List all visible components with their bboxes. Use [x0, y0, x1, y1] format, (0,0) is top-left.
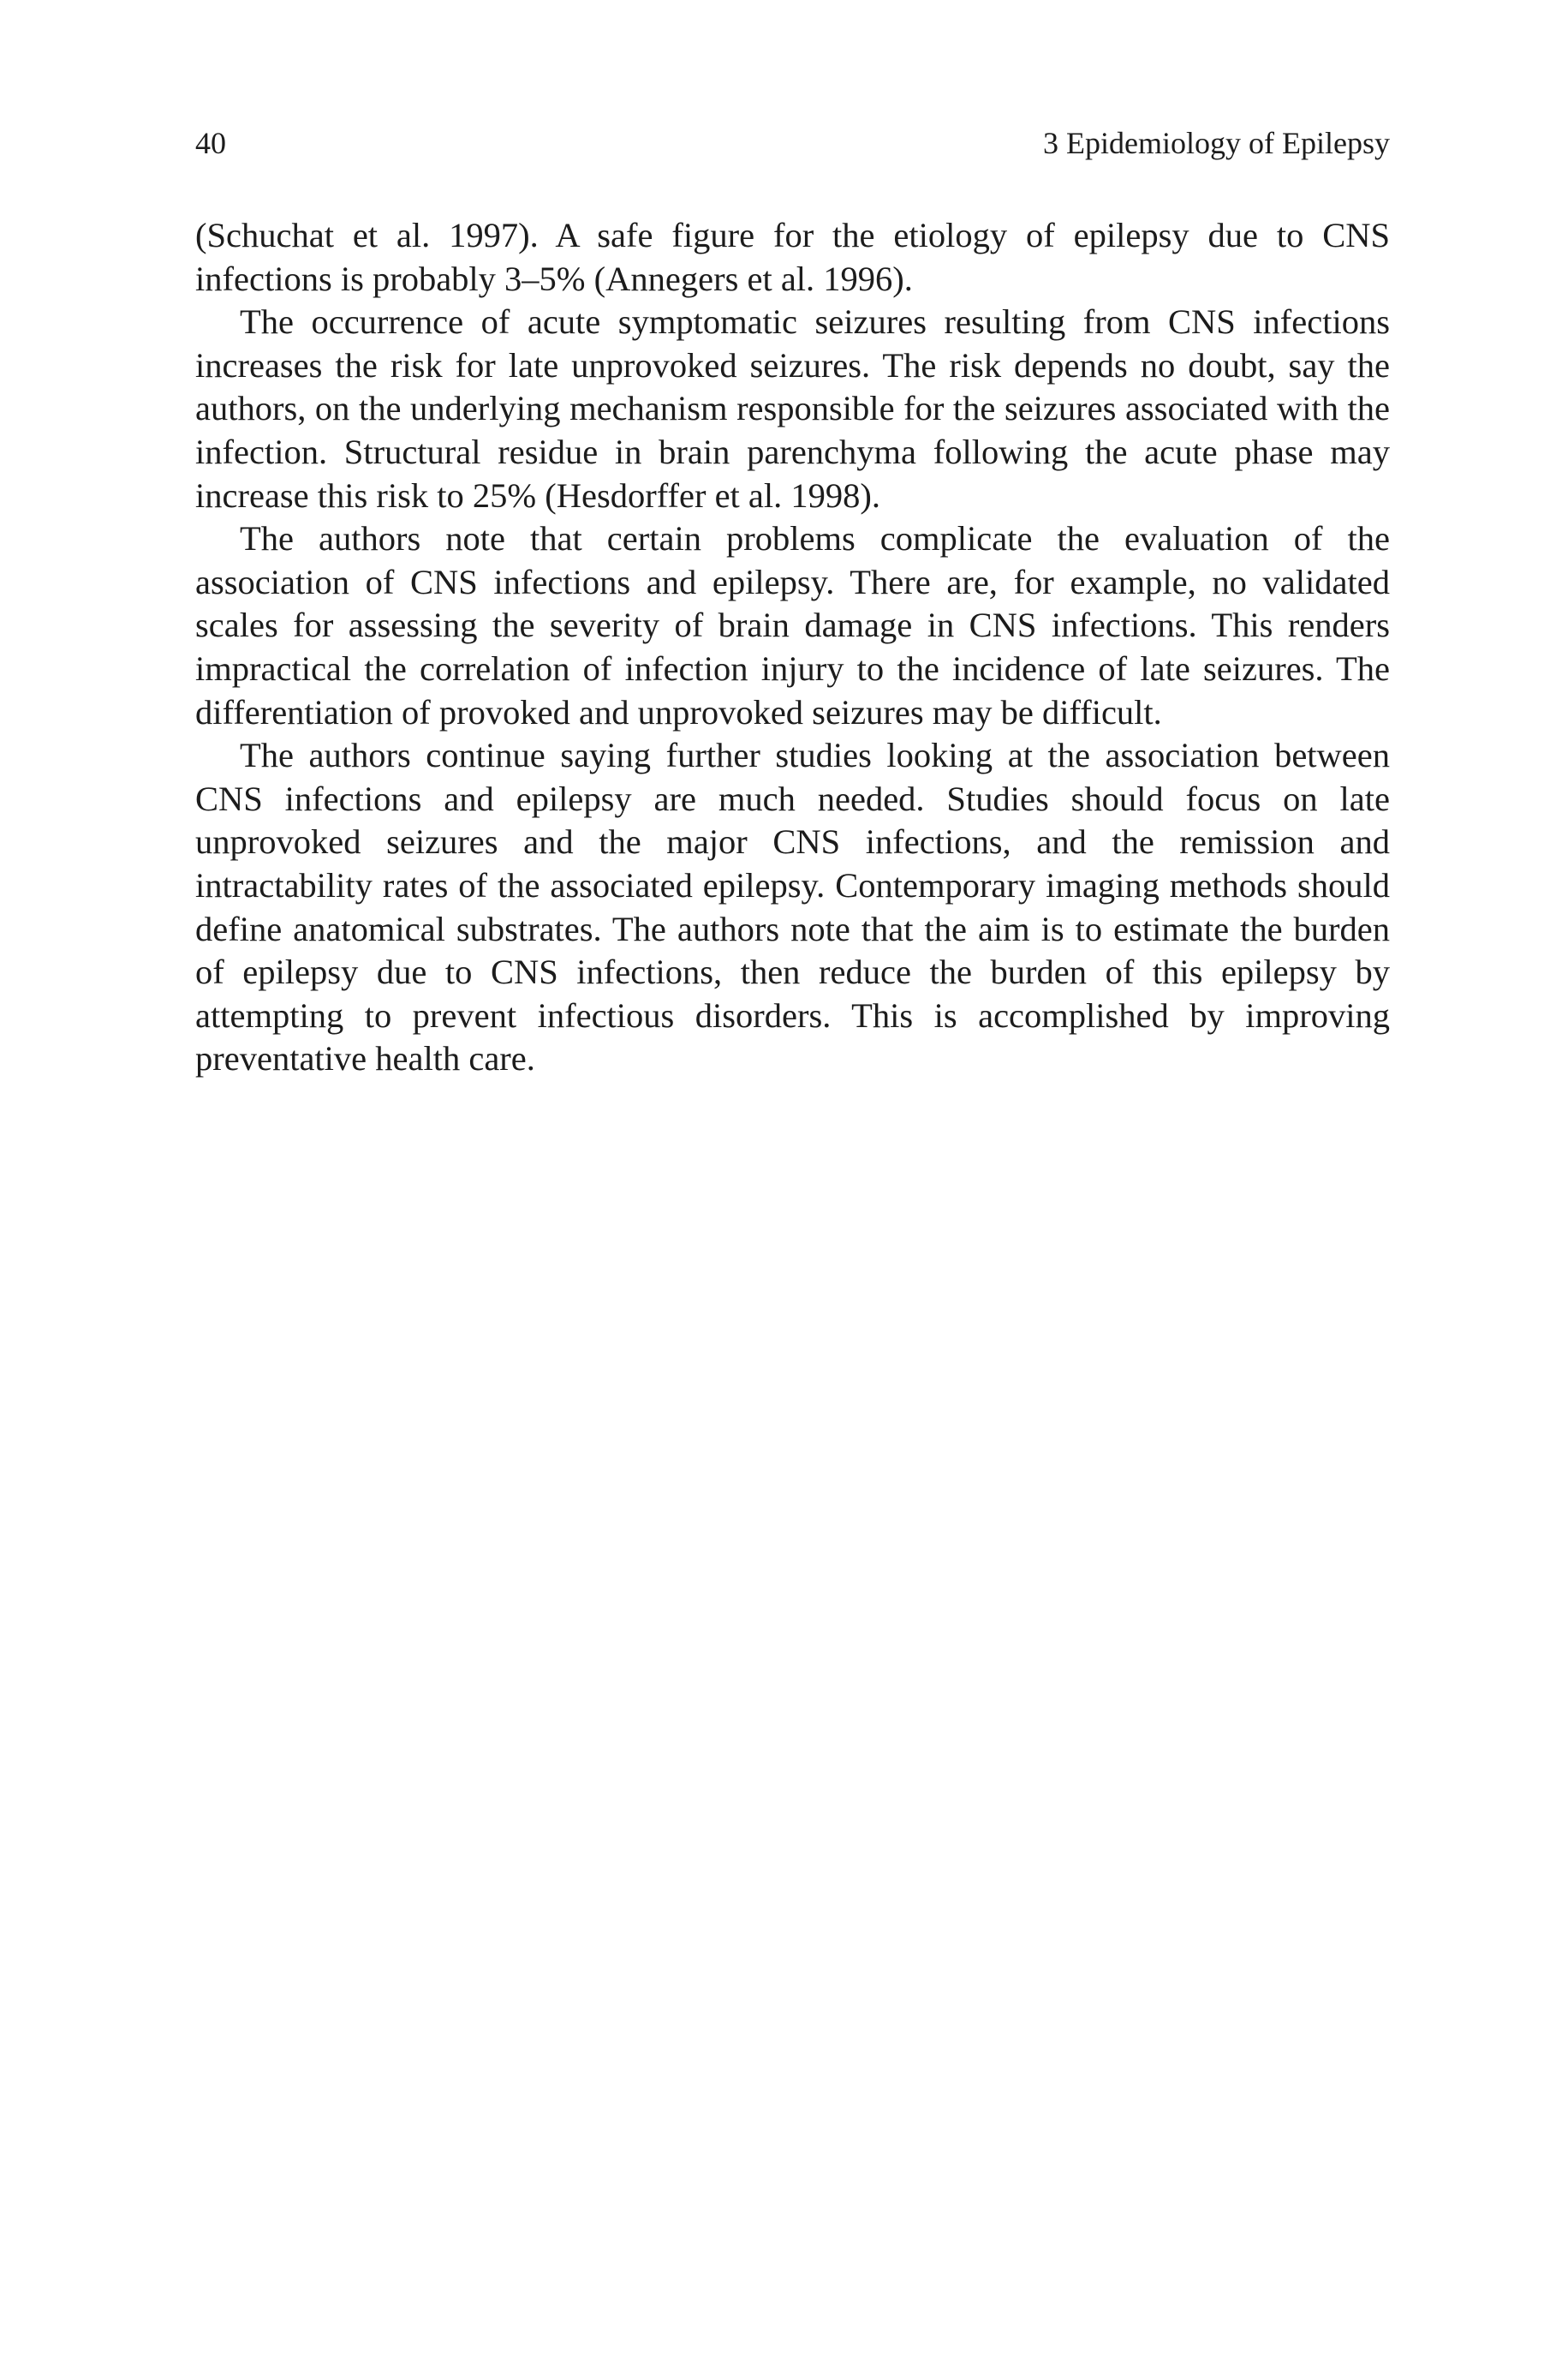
running-head — [195, 122, 1390, 164]
paragraph: The occurrence of acute symptomatic seizures resulting from CNS infections increases the risk for late unprovoked seizures. The risk depends no doubt, say the authors, on the underlying mechanism responsible for the seizures associated with the infection. Structural residue in brain parenchyma following the acute phase may increase this risk to 25% (Hesdorffer et al. 1998). — [195, 302, 1390, 515]
paragraph: The authors continue saying further studies looking at the association between CNS infections and epilepsy are much needed. Studies should focus on late unprovoked seizures and the major CNS infections, and the remission and intractability rates of the associated epilepsy. Contemporary imaging methods should define anatomical substrates. The authors note that the aim is to estimate the burden of epilepsy due to CNS infections, then reduce the burden of this epilepsy by attempting to prevent infectious disorders. This is accomplished by improving preventative health care. — [195, 736, 1390, 1078]
page-number: 40 — [195, 126, 226, 160]
paragraph: The authors note that certain problems complicate the evaluation of the association of CNS infections and epilepsy. There are, for example, no validated scales for assessing the severity of brain damage in CNS infections. This renders impractical the correlation of infection injury to the incidence of late seizures. The differentiation of provoked and unprovoked seizures may be difficult. — [195, 519, 1390, 732]
paragraph-continued: (Schuchat et al. 1997). A safe figure for the etiology of epilepsy due to CNS infections is probably 3–5% (Annegers et al. 1996). — [195, 216, 1390, 298]
chapter-title: 3 Epidemiology of Epilepsy — [1043, 126, 1390, 160]
body-text — [195, 214, 1390, 1081]
